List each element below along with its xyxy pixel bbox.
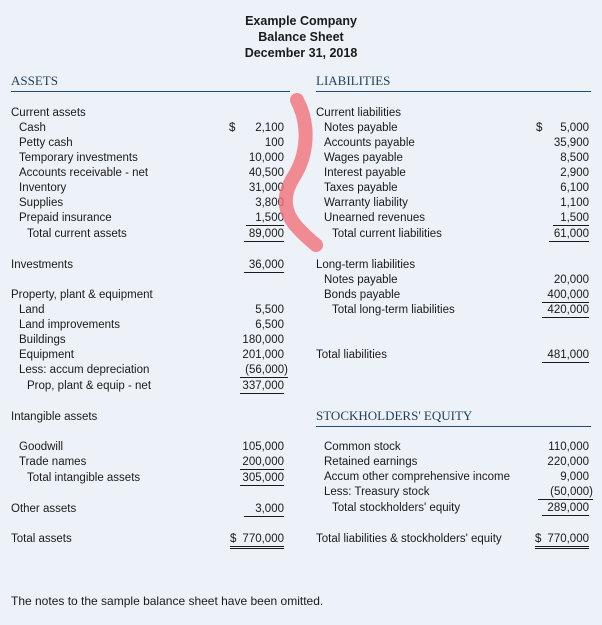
current-liabilities-heading: Current liabilities [316, 107, 402, 119]
total-intangible-value: 305,000 [240, 471, 284, 486]
total-liabilities-value: 481,000 [542, 348, 589, 363]
liability-value: 6,100 [560, 182, 589, 194]
total-current-liabilities-label: Total current liabilities [332, 228, 442, 240]
asset-label: Supplies [19, 197, 64, 209]
ppe-net-label: Prop, plant & equip - net [27, 380, 152, 392]
ppe-label: Land [19, 304, 45, 316]
other-assets-value: 3,000 [244, 502, 284, 517]
longterm-value: 400,000 [542, 288, 589, 303]
total-assets-value: 770,000 [242, 533, 284, 545]
liability-value: 1,100 [560, 197, 589, 209]
asset-value: 10,000 [248, 152, 284, 164]
company-name: Example Company [245, 14, 357, 28]
total-equity-value: 289,000 [542, 501, 589, 516]
liability-label: Notes payable [324, 122, 398, 134]
dollar-sign: $ [230, 533, 237, 545]
asset-label: Prepaid insurance [19, 212, 112, 224]
liability-label: Accounts payable [324, 137, 415, 149]
longterm-label: Notes payable [324, 274, 398, 286]
ppe-net-value: 337,000 [240, 379, 284, 394]
total-equity-label: Total stockholders' equity [332, 502, 461, 514]
asset-label: Inventory [19, 182, 67, 194]
dollar-sign: $ [536, 122, 543, 134]
longterm-value: 20,000 [553, 274, 589, 286]
ppe-label: Less: accum depreciation [19, 364, 150, 376]
investments-value: 36,000 [244, 258, 284, 273]
grand-total-label: Total liabilities & stockholders' equity [316, 533, 502, 545]
investments-label: Investments [11, 259, 73, 271]
ppe-label: Buildings [19, 334, 66, 346]
equity-label: Accum other comprehensive income [324, 471, 510, 483]
equity-label: Common stock [324, 441, 401, 453]
equity-value: 110,000 [548, 441, 589, 453]
dollar-sign: $ [535, 533, 542, 545]
longterm-heading: Long-term liabilities [316, 259, 416, 271]
asset-label: Accounts receivable - net [19, 167, 149, 179]
asset-label: Cash [19, 122, 46, 134]
ppe-label: Equipment [19, 349, 74, 361]
total-assets-label: Total assets [11, 533, 72, 545]
liability-label: Taxes payable [324, 182, 398, 194]
liability-value: 1,500 [553, 211, 589, 226]
current-assets-heading: Current assets [11, 107, 86, 119]
footnote: The notes to the sample balance sheet have been omitted. [11, 594, 324, 608]
total-current-assets-label: Total current assets [27, 228, 127, 240]
asset-value: 31,000 [248, 182, 284, 194]
total-intangible-label: Total intangible assets [27, 472, 141, 484]
equity-value: (50,000) [538, 485, 593, 500]
asset-value: 100 [264, 137, 284, 149]
asset-label: Temporary investments [19, 152, 138, 164]
asset-value: 3,800 [255, 197, 284, 209]
intangible-heading: Intangible assets [11, 411, 98, 423]
liability-label: Unearned revenues [324, 212, 426, 224]
liability-value: 5,000 [560, 122, 589, 134]
other-assets-label: Other assets [11, 503, 77, 515]
ppe-value: 6,500 [255, 319, 284, 331]
liability-value: 8,500 [560, 152, 589, 164]
total-assets-cell [230, 532, 284, 549]
intangible-value: 105,000 [242, 441, 284, 453]
equity-value: 220,000 [547, 456, 589, 468]
liability-label: Warranty liability [324, 197, 408, 209]
assets-heading: ASSETS [11, 73, 290, 92]
statement-title: Balance Sheet [258, 30, 344, 44]
liability-value: 2,900 [560, 167, 589, 179]
equity-label: Retained earnings [324, 456, 418, 468]
intangible-value: 200,000 [240, 455, 284, 470]
ppe-label: Land improvements [19, 319, 120, 331]
dollar-sign: $ [229, 122, 236, 134]
ppe-value: (56,000) [240, 363, 288, 378]
ppe-value: 201,000 [242, 349, 284, 361]
liability-value: 35,900 [553, 137, 589, 149]
intangible-label: Trade names [19, 456, 87, 468]
longterm-label: Bonds payable [324, 289, 401, 301]
statement-date: December 31, 2018 [244, 46, 358, 60]
asset-value: 40,500 [248, 167, 284, 179]
total-longterm-value: 420,000 [542, 303, 589, 318]
ppe-value: 5,500 [255, 304, 284, 316]
total-liabilities-label: Total liabilities [316, 349, 387, 361]
intangible-label: Goodwill [19, 441, 64, 453]
total-current-liabilities-value: 61,000 [549, 227, 589, 242]
ppe-value: 180,000 [242, 334, 284, 346]
equity-value: 9,000 [560, 471, 589, 483]
grand-total-value: 770,000 [547, 533, 589, 545]
ppe-heading: Property, plant & equipment [11, 289, 153, 301]
liability-label: Interest payable [324, 167, 406, 179]
liabilities-heading: LIABILITIES [316, 73, 591, 92]
asset-value: 1,500 [246, 211, 284, 226]
liability-label: Wages payable [324, 152, 403, 164]
equity-label: Less: Treasury stock [324, 486, 430, 498]
total-current-assets-value: 89,000 [244, 227, 284, 242]
asset-label: Petty cash [19, 137, 73, 149]
equity-heading: STOCKHOLDERS' EQUITY [316, 408, 591, 427]
asset-value: 2,100 [255, 122, 284, 134]
total-longterm-label: Total long-term liabilities [332, 304, 455, 316]
grand-total-cell [535, 532, 589, 549]
